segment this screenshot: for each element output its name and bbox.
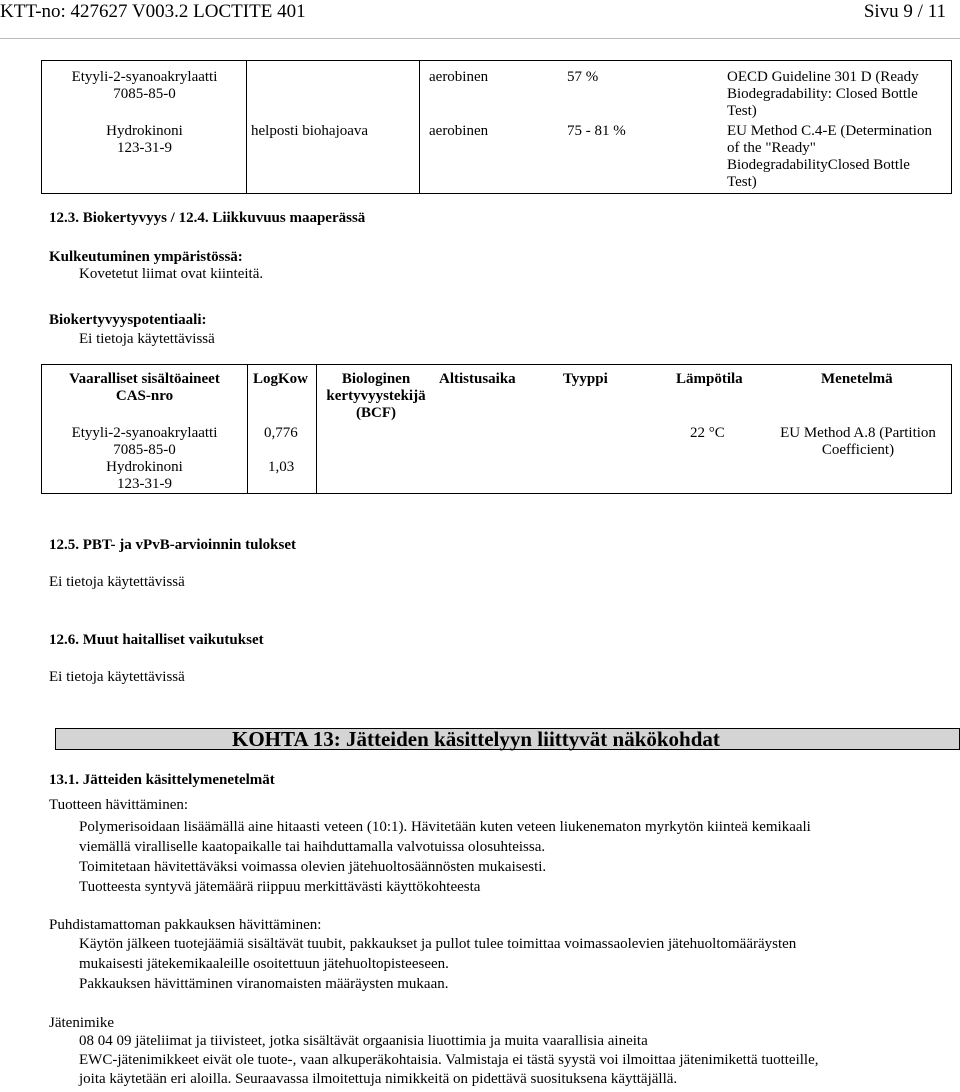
section-heading-12-6: 12.6. Muut haitalliset vaikutukset: [49, 632, 264, 648]
text-line: Pakkauksen hävittäminen viranomaisten määräysten mukaan.: [79, 976, 449, 992]
header-bcf: [316, 371, 436, 422]
logkow-value: 1,03: [268, 459, 295, 475]
degradation-value: 75 - 81 %: [567, 123, 626, 139]
header-text: CAS-nro: [115, 388, 174, 404]
bioaccumulation-text: Ei tietoja käytettävissä: [79, 331, 215, 347]
result-column: [247, 61, 420, 193]
header-text: kertyvyystekijä: [326, 388, 426, 404]
text-line: Tuotteesta syntyvä jätemäärä riippuu merkittävästi käyttökohteesta: [79, 879, 481, 895]
waste-code-label: Jätenimike: [49, 1015, 114, 1031]
section-13-title: KOHTA 13: Jätteiden käsittelyyn liittyvät näkökohdat: [232, 727, 720, 751]
method-value: [765, 425, 951, 459]
temperature-value: 22 °C: [690, 425, 725, 441]
table-row: [42, 69, 247, 103]
text-line: Käytön jälkeen tuotejäämiä sisältävät tuubit, pakkaukset ja pullot tulee toimittaa voimassaolevien jätehuoltomääräysten: [79, 936, 797, 952]
degradation-value: 57 %: [567, 69, 599, 85]
header-divider: [0, 38, 960, 39]
header-text: (BCF): [356, 405, 396, 421]
substance-name: Hydrokinoni: [106, 459, 183, 475]
method-line: EU Method A.8 (Partition: [780, 425, 936, 441]
text-line: mukaisesti jätekemikaaleille osoitettuun jätehuoltopisteeseen.: [79, 956, 449, 972]
method-line: Coefficient): [821, 442, 895, 458]
column-divider: [247, 365, 248, 493]
header-substance: [42, 371, 247, 405]
page-header: [0, 0, 960, 26]
biodegradability-table: [41, 60, 952, 194]
cas-number: 7085-85-0: [113, 442, 176, 458]
header-exposure: Altistusaika: [439, 371, 516, 387]
waste-code-text: [79, 1032, 819, 1089]
section-heading-12-5: 12.5. PBT- ja vPvB-arvioinnin tulokset: [49, 537, 296, 553]
section-heading-13-1: 13.1. Jätteiden käsittelymenetelmät: [49, 772, 275, 788]
result-value: helposti biohajoava: [251, 123, 369, 139]
bioaccumulation-label: Biokertyvyyspotentiaali:: [49, 312, 207, 328]
product-disposal-text: [79, 817, 811, 897]
text-line: EWC-jätenimikkeet eivät ole tuote-, vaan alkuperäkohtaisia. Valmistaja ei tästä syystä voi ilmoittaa jätenimikettä tuotteille,: [79, 1052, 819, 1068]
pbt-text: Ei tietoja käytettävissä: [49, 574, 185, 590]
package-disposal-label: Puhdistamattoman pakkauksen hävittäminen:: [49, 917, 322, 933]
text-line: joita käytetään eri aloilla. Seuraavassa ilmoitettuja nimikkeitä on pidettävä suosituksena käyttäjällä.: [79, 1071, 678, 1087]
mobility-label: Kulkeutuminen ympäristössä:: [49, 249, 243, 265]
test-method: [727, 69, 919, 120]
test-type: aerobinen: [429, 123, 489, 139]
method-line: OECD Guideline 301 D (Ready: [727, 69, 919, 85]
header-text: Vaaralliset sisältöaineet: [69, 371, 220, 387]
other-effects-text: Ei tietoja käytettävissä: [49, 669, 185, 685]
product-disposal-label: Tuotteen hävittäminen:: [49, 797, 189, 813]
page-number: Sivu 9 / 11: [863, 1, 946, 22]
table-row: [42, 123, 247, 157]
header-method: Menetelmä: [821, 371, 893, 387]
mobility-text: Kovetetut liimat ovat kiinteitä.: [79, 266, 264, 282]
method-line: BiodegradabilityClosed Bottle: [727, 157, 910, 173]
text-line: viemällä viralliselle kaatopaikalle tai haihduttamalla valvotuissa olosuhteissa.: [79, 839, 546, 855]
method-line: EU Method C.4-E (Determination: [727, 123, 932, 139]
text-line: Toimitetaan hävitettäväksi voimassa olevien jätehuoltosäännösten mukaisesti.: [79, 859, 547, 875]
substance-name: Hydrokinoni: [106, 123, 183, 139]
method-line: Test): [727, 174, 757, 190]
document-id: KTT-no: 427627 V003.2 LOCTITE 401: [0, 1, 306, 22]
method-line: Biodegradability: Closed Bottle: [727, 86, 918, 102]
logkow-value: 0,776: [264, 425, 298, 441]
substance-column: [42, 61, 247, 193]
method-line: Test): [727, 103, 757, 119]
bioaccumulation-table: [41, 364, 952, 494]
header-text: Biologinen: [341, 371, 411, 387]
header-type: Tyyppi: [563, 371, 608, 387]
section-heading-12-3: 12.3. Biokertyvyys / 12.4. Liikkuvuus maaperässä: [49, 210, 366, 226]
cas-number: 123-31-9: [117, 476, 172, 492]
header-logkow: LogKow: [253, 371, 309, 387]
substance-name: Etyyli-2-syanoakrylaatti: [71, 69, 218, 85]
cas-number: 7085-85-0: [113, 86, 176, 102]
table-row: [42, 425, 247, 493]
package-disposal-text: [79, 934, 796, 994]
header-temperature: Lämpötila: [676, 371, 743, 387]
cas-number: 123-31-9: [117, 140, 172, 156]
test-type: aerobinen: [429, 69, 489, 85]
text-line: 08 04 09 jäteliimat ja tiivisteet, jotka sisältävät orgaanisia liuottimia ja muita vaarallisia aineita: [79, 1033, 648, 1049]
method-line: of the "Ready": [727, 140, 816, 156]
test-method: [727, 123, 932, 191]
text-line: Polymerisoidaan lisäämällä aine hitaasti veteen (10:1). Hävitetään kuten veteen liukenematon myrkytön kiinteä kemikaali: [79, 819, 811, 835]
substance-name: Etyyli-2-syanoakrylaatti: [71, 425, 218, 441]
